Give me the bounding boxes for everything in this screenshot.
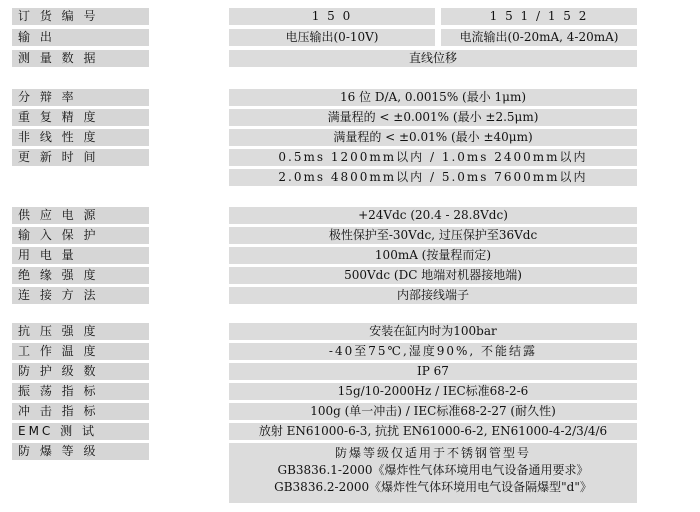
- value-insulation: 500Vdc (DC 地端对机器接地端): [229, 267, 637, 284]
- value-explosion-line-2: GB3836.1-2000《爆炸性气体环境用电气设备通用要求》: [277, 463, 589, 477]
- value-explosion: [229, 443, 637, 503]
- label-order-no: 订 货 编 号: [12, 8, 149, 25]
- value-vibration: 15g/10-2000Hz / IEC标准68-2-6: [229, 383, 637, 400]
- value-order-no-151-152: 1 5 1 / 1 5 2: [441, 8, 637, 25]
- value-protection-class: IP 67: [229, 363, 637, 380]
- label-current-consumption: 用 电 量: [12, 247, 149, 264]
- label-operating-temp: 工 作 温 度: [12, 343, 149, 360]
- label-pressure: 抗 压 强 度: [12, 323, 149, 340]
- label-protection-class: 防 护 级 数: [12, 363, 149, 380]
- value-pressure: 安装在缸内时为100bar: [229, 323, 637, 340]
- label-vibration: 振 荡 指 标: [12, 383, 149, 400]
- value-connection: 内部接线端子: [229, 287, 637, 304]
- label-insulation: 绝 缘 强 度: [12, 267, 149, 284]
- value-update-time-2: 2.0ms 4800mm以内 / 5.0ms 7600mm以内: [229, 169, 637, 186]
- value-update-time: 0.5ms 1200mm以内 / 1.0ms 2400mm以内: [229, 149, 637, 166]
- label-emc: EMC 测 试: [12, 423, 149, 440]
- value-input-protection: 极性保护至-30Vdc, 过压保护至36Vdc: [229, 227, 637, 244]
- label-repeatability: 重 复 精 度: [12, 109, 149, 126]
- label-output: 输 出: [12, 29, 149, 46]
- label-shock: 冲 击 指 标: [12, 403, 149, 420]
- label-resolution: 分 辩 率: [12, 89, 149, 106]
- label-explosion: 防 爆 等 级: [12, 443, 149, 460]
- value-explosion-line-1: 防爆等级仅适用于不锈钢管型号: [334, 446, 531, 460]
- label-measured-data: 测 量 数 据: [12, 50, 149, 67]
- value-output-current: 电流输出(0-20mA, 4-20mA): [441, 29, 637, 46]
- label-connection: 连 接 方 法: [12, 287, 149, 304]
- value-order-no-150: 1 5 0: [229, 8, 435, 25]
- value-repeatability: 满量程的 < ±0.001% (最小 ±2.5μm): [229, 109, 637, 126]
- value-explosion-line-3: GB3836.2-2000《爆炸性气体环境用电气设备隔爆型"d"》: [274, 480, 592, 494]
- value-resolution: 16 位 D/A, 0.0015% (最小 1μm): [229, 89, 637, 106]
- label-input-protection: 输 入 保 护: [12, 227, 149, 244]
- value-emc: 放射 EN61000-6-3, 抗扰 EN61000-6-2, EN61000-4-2/3/4/6: [229, 423, 637, 440]
- value-output-voltage: 电压输出(0-10V): [229, 29, 435, 46]
- value-power-supply: +24Vdc (20.4 - 28.8Vdc): [229, 207, 637, 224]
- label-nonlinearity: 非 线 性 度: [12, 129, 149, 146]
- value-measured-data: 直线位移: [229, 50, 637, 67]
- value-operating-temp: -40至75℃,湿度90%, 不能结露: [229, 343, 637, 360]
- value-nonlinearity: 满量程的 < ±0.01% (最小 ±40μm): [229, 129, 637, 146]
- label-update-time: 更 新 时 间: [12, 149, 149, 166]
- value-shock: 100g (单一冲击) / IEC标准68-2-27 (耐久性): [229, 403, 637, 420]
- label-power-supply: 供 应 电 源: [12, 207, 149, 224]
- value-current-consumption: 100mA (按量程而定): [229, 247, 637, 264]
